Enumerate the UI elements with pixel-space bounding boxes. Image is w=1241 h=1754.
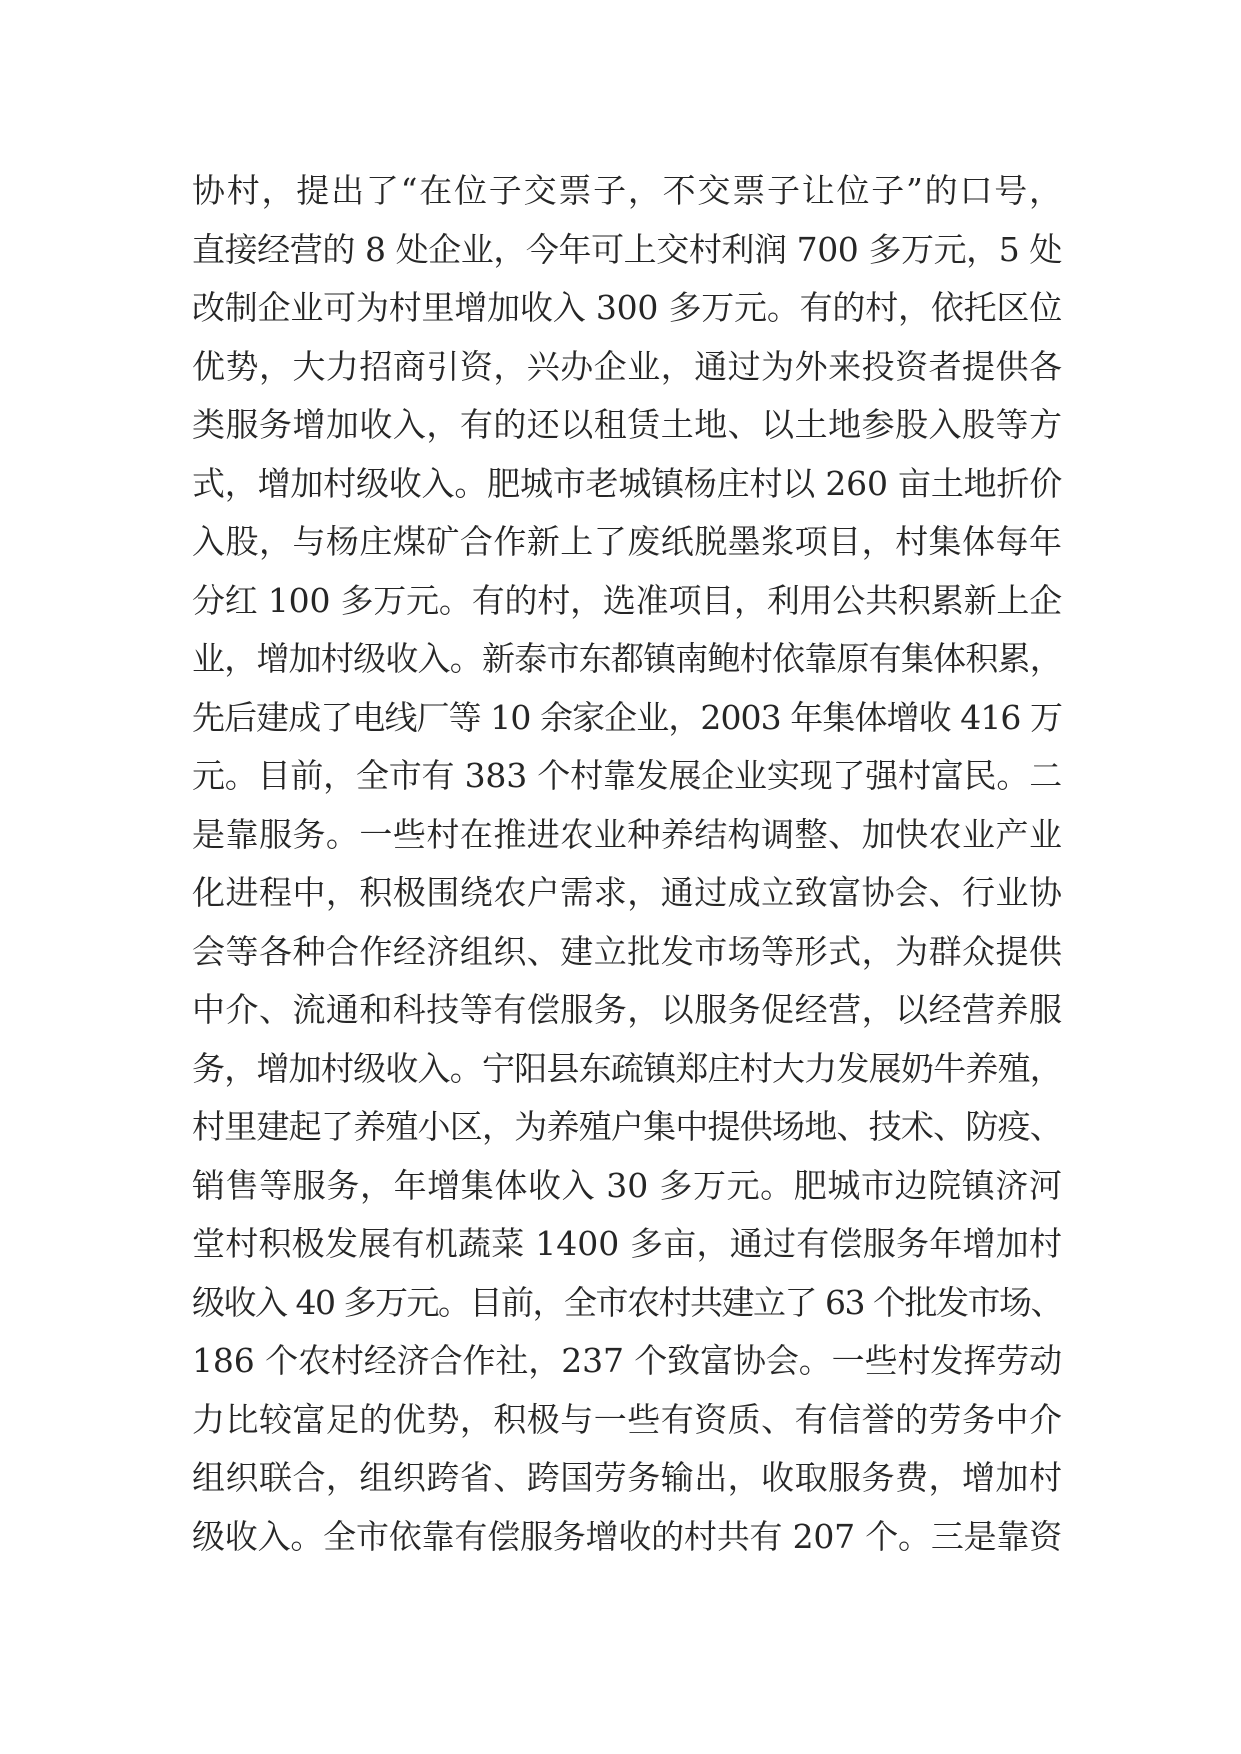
text-line: 是靠服务。一些村在推进农业种养结构调整、加快农业产业 bbox=[192, 814, 1062, 854]
text-line: 村里建起了养殖小区，为养殖户集中提供场地、技术、防疫、 bbox=[192, 1107, 1062, 1146]
text-line: 直接经营的 8 处企业，今年可上交村利润 700 多万元，5 处 bbox=[192, 229, 1062, 269]
text-line: 先后建成了电线厂等 10 余家企业，2003 年集体增收 416 万 bbox=[192, 697, 1063, 737]
text-line: 类服务增加收入，有的还以租赁土地、以土地参股入股等方 bbox=[192, 405, 1062, 444]
text-line: 改制企业可为村里增加收入 300 多万元。有的村，依托区位 bbox=[192, 288, 1062, 327]
text-line: 业，增加村级收入。新泰市东都镇南鲍村依靠原有集体积累， bbox=[192, 639, 1062, 678]
text-line: 务，增加村级收入。宁阳县东疏镇郑庄村大力发展奶牛养殖， bbox=[192, 1048, 1062, 1088]
text-line: 优势，大力招商引资，兴办企业，通过为外来投资者提供各 bbox=[192, 346, 1062, 386]
text-line: 元。目前，全市有 383 个村靠发展企业实现了强村富民。二 bbox=[192, 756, 1062, 795]
text-line: 级收入。全市依靠有偿服务增收的村共有 207 个。三是靠资 bbox=[192, 1516, 1062, 1556]
text-line: 协村，提出了“在位子交票子，不交票子让位子”的口号， bbox=[192, 171, 1062, 210]
text-line: 力比较富足的优势，积极与一些有资质、有信誉的劳务中介 bbox=[192, 1399, 1062, 1439]
body-paragraph bbox=[192, 162, 1062, 1566]
text-line: 销售等服务，年增集体收入 30 多万元。肥城市边院镇济河 bbox=[192, 1165, 1062, 1205]
text-line: 堂村积极发展有机蔬菜 1400 多亩，通过有偿服务年增加村 bbox=[192, 1224, 1062, 1263]
text-line: 中介、流通和科技等有偿服务，以服务促经营，以经营养服 bbox=[192, 990, 1062, 1029]
text-line: 化进程中，积极围绕农户需求，通过成立致富协会、行业协 bbox=[192, 873, 1062, 912]
text-line: 级收入 40 多万元。目前，全市农村共建立了 63 个批发市场、 bbox=[192, 1282, 1062, 1322]
text-line: 式，增加村级收入。肥城市老城镇杨庄村以 260 亩土地折价 bbox=[192, 463, 1062, 503]
text-line: 入股，与杨庄煤矿合作新上了废纸脱墨浆项目，村集体每年 bbox=[192, 522, 1062, 561]
text-line: 186 个农村经济合作社，237 个致富协会。一些村发挥劳动 bbox=[192, 1341, 1062, 1380]
text-line: 分红 100 多万元。有的村，选准项目，利用公共积累新上企 bbox=[192, 580, 1062, 620]
text-line: 会等各种合作经济组织、建立批发市场等形式，为群众提供 bbox=[192, 931, 1062, 971]
text-line: 组织联合，组织跨省、跨国劳务输出，收取服务费，增加村 bbox=[192, 1458, 1062, 1497]
